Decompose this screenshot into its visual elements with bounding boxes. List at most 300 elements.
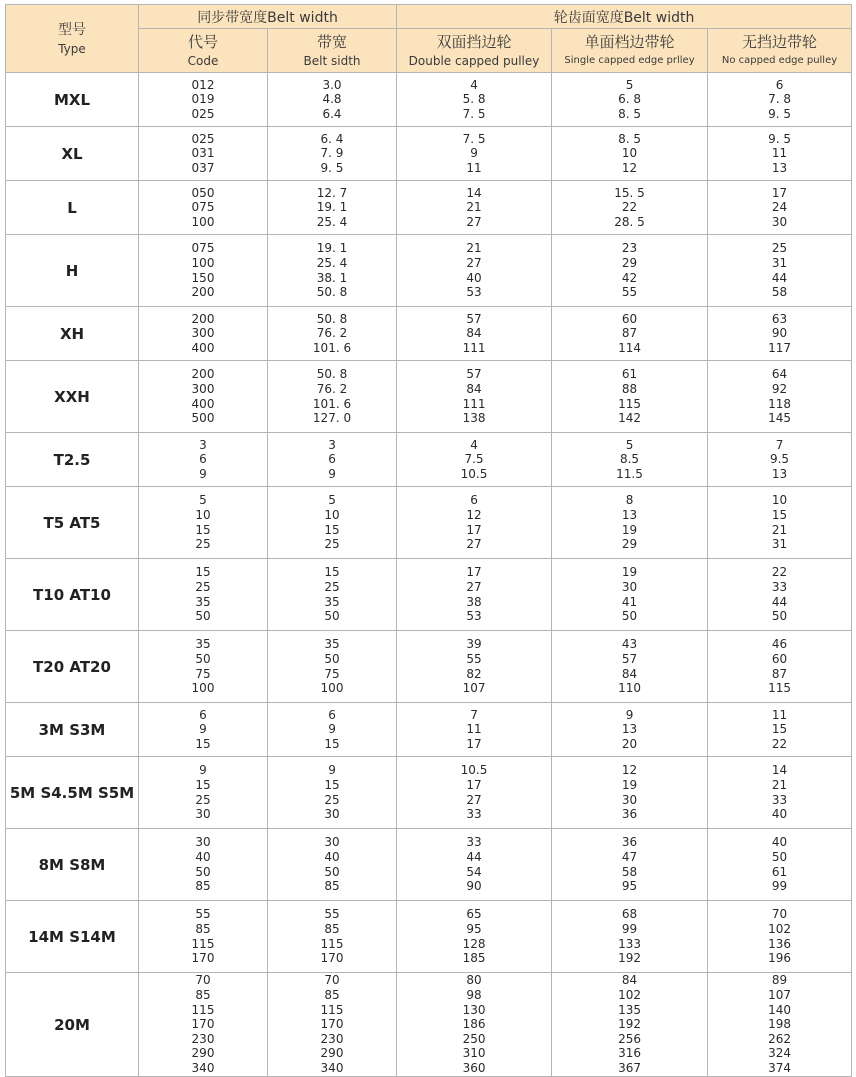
value-line: 9 — [199, 763, 207, 778]
value-line: 7. 5 — [462, 106, 486, 121]
value-line: 200 — [191, 285, 215, 300]
value-line: 340 — [191, 1060, 215, 1075]
value-line: 6.4 — [322, 106, 342, 121]
value-line: 7.5 — [464, 452, 484, 467]
value-line: 14 — [771, 763, 788, 778]
value-line: 7 — [470, 707, 478, 722]
table-row — [6, 487, 852, 559]
single-capped-cell — [552, 73, 708, 127]
value-line: 115 — [320, 1002, 344, 1017]
no-capped-cell — [708, 631, 852, 703]
value-line: 55 — [466, 651, 482, 666]
value-line: 310 — [462, 1046, 486, 1061]
double-capped-header-cn: 双面挡边轮 — [436, 32, 512, 51]
code-cell — [139, 361, 268, 433]
type-cell: T10 AT10 — [6, 559, 139, 631]
single-capped-header-cn: 单面档边带轮 — [584, 32, 675, 51]
value-line: 60 — [771, 651, 788, 666]
single-capped-header — [552, 29, 708, 73]
code-cell — [139, 703, 268, 757]
value-line: 50 — [195, 651, 211, 666]
value-line: 50. 8 — [316, 367, 348, 382]
value-line: 170 — [320, 951, 344, 966]
value-line: 50 — [324, 651, 340, 666]
belt-width-cell — [268, 829, 397, 901]
value-line: 50. 8 — [316, 311, 348, 326]
value-line: 13 — [621, 507, 638, 522]
value-line: 50 — [771, 849, 788, 864]
value-line: 33 — [771, 792, 788, 807]
value-line: 102 — [768, 921, 791, 936]
belt-width-cell — [268, 631, 397, 703]
code-cell — [139, 433, 268, 487]
belt-width-cell — [268, 307, 397, 361]
type-header-cn: 型号 — [58, 21, 86, 38]
value-line: 43 — [621, 637, 638, 652]
value-line: 90 — [771, 326, 788, 341]
value-line: 100 — [191, 255, 215, 270]
value-line: 115 — [618, 396, 641, 411]
value-line: 300 — [191, 381, 215, 396]
no-capped-cell — [708, 127, 852, 181]
value-line: 35 — [324, 594, 340, 609]
belt-width-cell — [268, 973, 397, 1077]
value-line: 15 — [324, 565, 340, 580]
value-line: 28. 5 — [614, 214, 645, 229]
value-line: 9 — [328, 722, 336, 737]
value-line: 99 — [771, 879, 788, 894]
value-line: 6 — [199, 452, 207, 467]
value-line: 40 — [771, 807, 788, 822]
value-line: 107 — [768, 988, 791, 1003]
type-header — [6, 5, 139, 73]
table-row — [6, 361, 852, 433]
type-cell: L — [6, 181, 139, 235]
value-line: 5 — [199, 493, 207, 508]
value-line: 95 — [621, 879, 638, 894]
value-line: 65 — [466, 907, 482, 922]
code-cell — [139, 559, 268, 631]
value-line: 6. 4 — [320, 131, 344, 146]
code-cell — [139, 127, 268, 181]
value-line: 5 — [625, 77, 634, 92]
value-line: 36 — [621, 835, 638, 850]
value-line: 186 — [462, 1017, 486, 1032]
table-row — [6, 631, 852, 703]
value-line: 170 — [320, 1017, 344, 1032]
value-line: 10.5 — [460, 763, 488, 778]
value-line: 316 — [618, 1046, 641, 1061]
value-line: 9 — [470, 146, 478, 161]
table-row — [6, 973, 852, 1077]
belt-width-table — [5, 4, 852, 1077]
value-line: 196 — [768, 951, 791, 966]
double-capped-cell — [397, 127, 552, 181]
value-line: 85 — [324, 921, 340, 936]
no-capped-cell — [708, 361, 852, 433]
code-header-cn: 代号 — [187, 32, 218, 51]
value-line: 27 — [466, 792, 482, 807]
single-capped-cell — [552, 973, 708, 1077]
value-line: 075 — [191, 200, 215, 215]
value-line: 55 — [195, 907, 211, 922]
value-line: 6 — [470, 493, 478, 508]
value-line: 29 — [621, 255, 638, 270]
value-line: 15 — [324, 522, 340, 537]
no-capped-cell — [708, 433, 852, 487]
value-line: 111 — [462, 340, 486, 355]
table-row — [6, 433, 852, 487]
value-line: 192 — [618, 1017, 641, 1032]
value-line: 136 — [768, 936, 791, 951]
no-capped-cell — [708, 181, 852, 235]
value-line: 17 — [466, 522, 482, 537]
value-line: 5 — [328, 493, 336, 508]
value-line: 15 — [771, 507, 788, 522]
value-line: 170 — [191, 951, 215, 966]
value-line: 262 — [768, 1031, 791, 1046]
value-line: 30 — [621, 792, 638, 807]
value-line: 30 — [324, 835, 340, 850]
value-line: 050 — [191, 185, 215, 200]
value-line: 22 — [621, 200, 638, 215]
value-line: 5 — [625, 437, 634, 452]
value-line: 31 — [771, 255, 788, 270]
value-line: 11 — [771, 707, 788, 722]
value-line: 115 — [320, 936, 344, 951]
value-line: 145 — [768, 411, 791, 426]
double-capped-cell — [397, 361, 552, 433]
double-capped-cell — [397, 829, 552, 901]
type-cell: T2.5 — [6, 433, 139, 487]
value-line: 27 — [466, 255, 482, 270]
value-line: 15 — [195, 522, 211, 537]
value-line: 15 — [324, 736, 340, 751]
value-line: 11 — [466, 160, 482, 175]
value-line: 111 — [462, 396, 486, 411]
belt-width-cell — [268, 559, 397, 631]
type-cell: 8M S8M — [6, 829, 139, 901]
belt-sidth-header-en: Belt sidth — [303, 53, 361, 68]
table-row — [6, 127, 852, 181]
value-line: 50 — [621, 609, 638, 624]
value-line: 128 — [462, 936, 486, 951]
value-line: 50 — [324, 864, 340, 879]
no-capped-cell — [708, 487, 852, 559]
no-capped-header — [708, 29, 852, 73]
value-line: 61 — [621, 367, 638, 382]
double-capped-cell — [397, 631, 552, 703]
value-line: 39 — [466, 637, 482, 652]
value-line: 57 — [466, 311, 482, 326]
type-cell: XXH — [6, 361, 139, 433]
value-line: 140 — [768, 1002, 791, 1017]
header-row-1 — [6, 5, 852, 29]
value-line: 20 — [621, 736, 638, 751]
code-cell — [139, 901, 268, 973]
table-row — [6, 703, 852, 757]
value-line: 44 — [771, 594, 788, 609]
value-line: 107 — [462, 681, 486, 696]
value-line: 84 — [621, 973, 638, 988]
value-line: 27 — [466, 214, 482, 229]
value-line: 54 — [466, 864, 482, 879]
value-line: 075 — [191, 241, 215, 256]
value-line: 30 — [195, 835, 211, 850]
type-cell: 20M — [6, 973, 139, 1077]
no-capped-cell — [708, 703, 852, 757]
value-line: 50 — [195, 609, 211, 624]
value-line: 9 — [328, 466, 336, 481]
value-line: 35 — [324, 637, 340, 652]
belt-width-cell — [268, 73, 397, 127]
value-line: 9 — [625, 707, 634, 722]
value-line: 68 — [621, 907, 638, 922]
type-cell: MXL — [6, 73, 139, 127]
value-line: 8. 5 — [618, 131, 641, 146]
belt-width-cell — [268, 487, 397, 559]
no-capped-cell — [708, 307, 852, 361]
code-cell — [139, 73, 268, 127]
value-line: 290 — [320, 1046, 344, 1061]
value-line: 15 — [324, 777, 340, 792]
value-line: 3 — [328, 437, 336, 452]
value-line: 19 — [621, 522, 638, 537]
value-line: 15 — [195, 736, 211, 751]
value-line: 10.5 — [460, 466, 488, 481]
value-line: 27 — [466, 537, 482, 552]
value-line: 290 — [191, 1046, 215, 1061]
table-row — [6, 559, 852, 631]
value-line: 53 — [466, 285, 482, 300]
value-line: 35 — [195, 594, 211, 609]
table-row — [6, 829, 852, 901]
value-line: 44 — [771, 270, 788, 285]
value-line: 200 — [191, 311, 215, 326]
value-line: 76. 2 — [316, 381, 348, 396]
single-capped-cell — [552, 487, 708, 559]
double-capped-cell — [397, 235, 552, 307]
no-capped-cell — [708, 829, 852, 901]
value-line: 142 — [618, 411, 641, 426]
value-line: 5. 8 — [462, 92, 486, 107]
value-line: 192 — [618, 951, 641, 966]
value-line: 9 — [199, 466, 207, 481]
value-line: 138 — [462, 411, 486, 426]
value-line: 6 — [328, 707, 336, 722]
value-line: 17 — [466, 736, 482, 751]
belt-sidth-header — [268, 29, 397, 73]
value-line: 15 — [195, 777, 211, 792]
value-line: 25 — [324, 579, 340, 594]
value-line: 30 — [195, 807, 211, 822]
table-body — [6, 73, 852, 1077]
value-line: 40 — [466, 270, 482, 285]
no-capped-cell — [708, 73, 852, 127]
value-line: 58 — [771, 285, 788, 300]
value-line: 29 — [621, 537, 638, 552]
value-line: 55 — [324, 907, 340, 922]
value-line: 360 — [462, 1060, 486, 1075]
value-line: 15 — [195, 565, 211, 580]
value-line: 100 — [191, 214, 215, 229]
value-line: 44 — [466, 849, 482, 864]
value-line: 6 — [328, 452, 336, 467]
value-line: 012 — [191, 77, 215, 92]
code-cell — [139, 487, 268, 559]
type-cell: T20 AT20 — [6, 631, 139, 703]
value-line: 85 — [324, 988, 340, 1003]
value-line: 110 — [618, 681, 641, 696]
value-line: 7. 5 — [462, 131, 486, 146]
value-line: 230 — [320, 1031, 344, 1046]
value-line: 50 — [324, 609, 340, 624]
value-line: 115 — [768, 681, 791, 696]
belt-width-group-header: 同步带宽度Belt width — [139, 5, 397, 29]
value-line: 3 — [199, 437, 207, 452]
double-capped-header — [397, 29, 552, 73]
value-line: 019 — [191, 92, 215, 107]
value-line: 25. 4 — [316, 214, 348, 229]
value-line: 60 — [621, 311, 638, 326]
value-line: 3.0 — [322, 77, 342, 92]
value-line: 90 — [466, 879, 482, 894]
value-line: 30 — [324, 807, 340, 822]
value-line: 10 — [324, 507, 340, 522]
table-row — [6, 901, 852, 973]
value-line: 11 — [466, 722, 482, 737]
value-line: 100 — [191, 681, 215, 696]
double-capped-header-en: Double capped pulley — [408, 53, 540, 68]
value-line: 23 — [621, 241, 638, 256]
value-line: 36 — [621, 807, 638, 822]
value-line: 61 — [771, 864, 788, 879]
type-cell: T5 AT5 — [6, 487, 139, 559]
single-capped-cell — [552, 559, 708, 631]
value-line: 7. 9 — [320, 146, 344, 161]
value-line: 400 — [191, 340, 215, 355]
single-capped-cell — [552, 361, 708, 433]
value-line: 115 — [191, 1002, 215, 1017]
value-line: 8. 5 — [618, 106, 641, 121]
value-line: 9. 5 — [320, 160, 344, 175]
value-line: 230 — [191, 1031, 215, 1046]
value-line: 031 — [191, 146, 215, 161]
code-cell — [139, 631, 268, 703]
type-cell: H — [6, 235, 139, 307]
single-capped-cell — [552, 127, 708, 181]
value-line: 58 — [621, 864, 638, 879]
value-line: 75 — [195, 666, 211, 681]
value-line: 4 — [470, 77, 478, 92]
value-line: 85 — [324, 879, 340, 894]
double-capped-cell — [397, 973, 552, 1077]
value-line: 25 — [195, 579, 211, 594]
value-line: 133 — [618, 936, 641, 951]
value-line: 84 — [621, 666, 638, 681]
value-line: 87 — [771, 666, 788, 681]
value-line: 38. 1 — [316, 270, 348, 285]
value-line: 374 — [768, 1060, 791, 1075]
value-line: 57 — [466, 367, 482, 382]
no-capped-header-en: No capped edge pulley — [721, 54, 838, 66]
table-row — [6, 235, 852, 307]
value-line: 53 — [466, 609, 482, 624]
value-line: 9 — [328, 763, 336, 778]
value-line: 13 — [771, 466, 788, 481]
type-cell: 5M S4.5M S5M — [6, 757, 139, 829]
value-line: 9 — [199, 722, 207, 737]
value-line: 21 — [466, 200, 482, 215]
value-line: 40 — [195, 849, 211, 864]
belt-width-cell — [268, 235, 397, 307]
type-header-en: Type — [58, 41, 86, 56]
type-cell: XH — [6, 307, 139, 361]
code-cell — [139, 757, 268, 829]
value-line: 12 — [621, 763, 638, 778]
value-line: 87 — [621, 326, 638, 341]
value-line: 33 — [771, 579, 788, 594]
value-line: 21 — [466, 241, 482, 256]
table-row — [6, 757, 852, 829]
value-line: 17 — [771, 185, 788, 200]
value-line: 25 — [324, 792, 340, 807]
value-line: 80 — [466, 973, 482, 988]
value-line: 92 — [771, 381, 788, 396]
code-header — [139, 29, 268, 73]
no-capped-cell — [708, 559, 852, 631]
code-cell — [139, 181, 268, 235]
value-line: 101. 6 — [312, 340, 352, 355]
value-line: 27 — [466, 579, 482, 594]
type-cell: XL — [6, 127, 139, 181]
value-line: 9. 5 — [768, 131, 791, 146]
value-line: 025 — [191, 106, 215, 121]
value-line: 31 — [771, 537, 788, 552]
value-line: 47 — [621, 849, 638, 864]
single-capped-cell — [552, 901, 708, 973]
value-line: 22 — [771, 736, 788, 751]
single-capped-cell — [552, 703, 708, 757]
pulley-width-group-header: 轮齿面宽度Belt width — [397, 5, 852, 29]
value-line: 84 — [466, 381, 482, 396]
double-capped-cell — [397, 73, 552, 127]
value-line: 22 — [771, 565, 788, 580]
value-line: 98 — [466, 988, 482, 1003]
value-line: 9.5 — [769, 452, 790, 467]
value-line: 4.8 — [322, 92, 342, 107]
value-line: 89 — [771, 973, 788, 988]
belt-width-cell — [268, 901, 397, 973]
value-line: 102 — [618, 988, 641, 1003]
no-capped-cell — [708, 973, 852, 1077]
value-line: 367 — [618, 1060, 641, 1075]
value-line: 025 — [191, 131, 215, 146]
value-line: 64 — [771, 367, 788, 382]
single-capped-cell — [552, 433, 708, 487]
no-capped-cell — [708, 901, 852, 973]
value-line: 130 — [462, 1002, 486, 1017]
value-line: 037 — [191, 160, 215, 175]
value-line: 42 — [621, 270, 638, 285]
double-capped-cell — [397, 703, 552, 757]
value-line: 25 — [324, 537, 340, 552]
value-line: 35 — [195, 637, 211, 652]
value-line: 340 — [320, 1060, 344, 1075]
value-line: 50. 8 — [316, 285, 348, 300]
value-line: 250 — [462, 1031, 486, 1046]
value-line: 200 — [191, 367, 215, 382]
